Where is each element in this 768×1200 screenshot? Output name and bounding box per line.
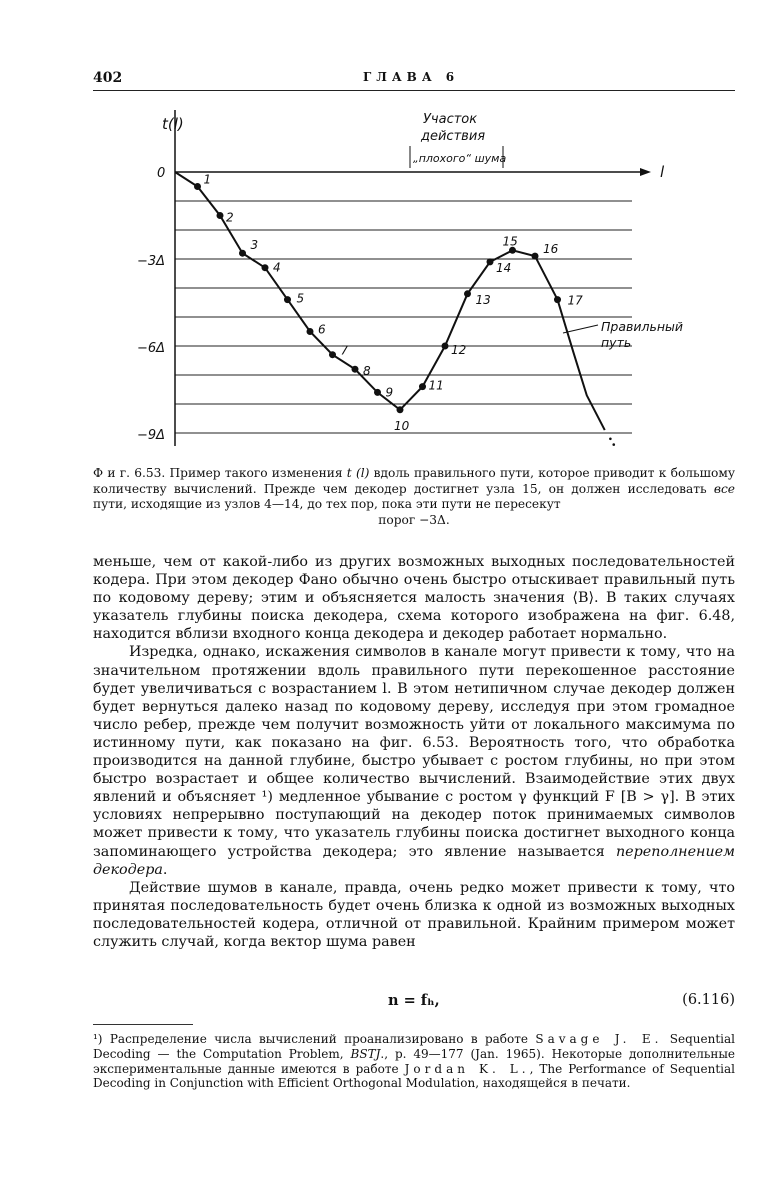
- node-label: 17: [567, 293, 583, 308]
- term-emphasis: переполнением декодера: [93, 843, 735, 878]
- region-label-line-2: действия: [421, 129, 486, 144]
- footnote-journal: BSTJ: [350, 1046, 381, 1061]
- node-17: [554, 296, 561, 303]
- footnote-text: , The Performance of Sequential Decoding in Conjunction with Efficient Orthogonal Modulation, находящейся в печати.: [93, 1061, 736, 1091]
- tail-dots: [609, 438, 615, 446]
- path-label-leader: [563, 325, 598, 333]
- equation-number: (6.116): [682, 992, 735, 1008]
- node-5: [284, 296, 291, 303]
- figure-caption: [93, 466, 735, 528]
- equation-6-116: [93, 992, 735, 1012]
- running-head: ГЛАВА 6: [363, 70, 460, 84]
- y-axis-label: t(l): [162, 115, 184, 133]
- footnote-text: ., p. 49—177 (Jan. 1965). Некоторые дополнительные экспериментальные данные имеются в работе: [93, 1046, 735, 1076]
- body-text: [93, 553, 735, 951]
- node-label: 11: [428, 378, 444, 393]
- node-7: [329, 351, 336, 358]
- node-13: [464, 290, 471, 297]
- node-8: [352, 366, 359, 373]
- x-axis-label: l: [660, 163, 665, 181]
- page-number: 402: [93, 70, 123, 86]
- y-tick-label: −6Δ: [137, 341, 166, 356]
- paragraph-text: Изредка, однако, искажения символов в канале могут привести к тому, что на значительном протяжении вдоль правильного пути перекошенное расстояние будет увеличиваться с возрастанием l. В этом нетипичном случае декодер должен будет вернуться далеко назад по кодовому дереву, исследуя при этом громадное число ребер, прежде чем получит возможность уйти от локального максимума по истинному пути, как показано на фиг. 6.53. Вероятность того, что обработка производится на данной глубине, быстро убывает с ростом глубины, но при этом быстро возрастает и общее количество вычислений. Взаимодействие этих двух явлений и объясняет ¹) медленное убывание с ростом γ функций F [B > γ]. В этих условиях непрерывно поступающий на декодер поток принимаемых символов может привести к тому, что указатель глубины поиска достигнет выходного конца запоминающего устройства декодера; это явление называется: [93, 644, 735, 860]
- region-label-line-1: Участок: [423, 112, 478, 127]
- node-label: 7: [340, 343, 349, 358]
- footnote-rule: [93, 1024, 193, 1025]
- equation-expression: n = fₕ,: [388, 992, 440, 1009]
- y-tick-label: −9Δ: [137, 428, 166, 443]
- caption-prefix: Ф и г. 6.53.: [93, 466, 166, 480]
- region-label-line-3: „плохого“ шума: [413, 152, 507, 165]
- caption-text: пути, исходящие из узлов 4—14, до тех пор, пока эти пути не пересекут: [93, 497, 561, 511]
- node-label: 10: [394, 418, 410, 433]
- node-label: 15: [502, 234, 518, 249]
- footnote-author: Savage J. E.: [535, 1032, 663, 1046]
- node-1: [194, 183, 201, 190]
- node-label: 4: [273, 260, 281, 275]
- node-14: [487, 258, 494, 265]
- node-12: [442, 343, 449, 350]
- y-tick-label: 0: [157, 166, 166, 181]
- caption-text: вдоль правильного пути, которое приводит к большому количеству вычислений. Прежде чем декодер достигнет узла 15, он должен исследовать: [93, 466, 735, 496]
- node-6: [307, 328, 314, 335]
- correct-path-tail: [558, 300, 605, 431]
- node-label: 9: [385, 385, 394, 400]
- paragraph: [93, 643, 735, 878]
- path-label-line-2: путь: [601, 335, 632, 350]
- footnote-text: Распределение числа вычислений проанализировано в работе: [109, 1032, 536, 1046]
- path-label-line-1: Правильный: [601, 319, 684, 334]
- node-10: [397, 406, 404, 413]
- node-label: 14: [496, 260, 512, 275]
- x-axis-arrow: [640, 168, 651, 176]
- node-11: [419, 383, 426, 390]
- tail-dot: [612, 443, 615, 446]
- paragraph: Действие шумов в канале, правда, очень редко может привести к тому, что принятая последовательность будет очень близка к одной из возможных выходных последовательностей кодера, отличной от правильной. Крайним примером может служить случай, когда вектор шума равен: [93, 879, 735, 950]
- footnote-mark: ¹): [93, 1032, 110, 1046]
- node-label: 5: [296, 291, 305, 306]
- node-label: 2: [226, 210, 234, 225]
- caption-text: Пример такого изменения: [169, 466, 347, 480]
- node-4: [262, 264, 269, 271]
- node-label: 16: [543, 242, 559, 257]
- node-label: 1: [203, 172, 212, 187]
- node-9: [374, 389, 381, 396]
- node-label: 12: [451, 343, 467, 357]
- paragraph: меньше, чем от какой-либо из других возможных выходных последовательностей кодера. При этом декодер Фано обычно очень быстро отыскивает правильный путь по кодовому дереву; этим и объясняется малость значения ⟨B⟩. В таких случаях указатель глубины поиска декодера, схема которого изображена на фиг. 6.48, находится вблизи входного конца декодера и декодер работает нормально.: [93, 554, 735, 643]
- node-label: 3: [250, 238, 259, 253]
- caption-math: t (l): [346, 466, 370, 480]
- footnote-text: Sequential Decoding — the Computation Problem,: [93, 1032, 736, 1061]
- bad-noise-region-annotation: [410, 112, 506, 168]
- y-tick-label: −3Δ: [137, 254, 166, 269]
- paragraph-text: .: [162, 861, 168, 878]
- node-2: [217, 212, 224, 219]
- node-label: 6: [318, 322, 326, 337]
- figure-6-53: [0, 0, 768, 460]
- footnote-author: Jordan K. L.: [404, 1061, 530, 1076]
- footnote: [93, 1032, 735, 1091]
- caption-emphasis: все: [713, 481, 735, 496]
- node-3: [239, 250, 246, 257]
- node-label: 8: [363, 364, 371, 379]
- caption-last-line: порог −3Δ.: [378, 512, 450, 527]
- node-16: [532, 253, 539, 260]
- node-label: 13: [475, 292, 491, 307]
- tail-dot: [609, 438, 612, 441]
